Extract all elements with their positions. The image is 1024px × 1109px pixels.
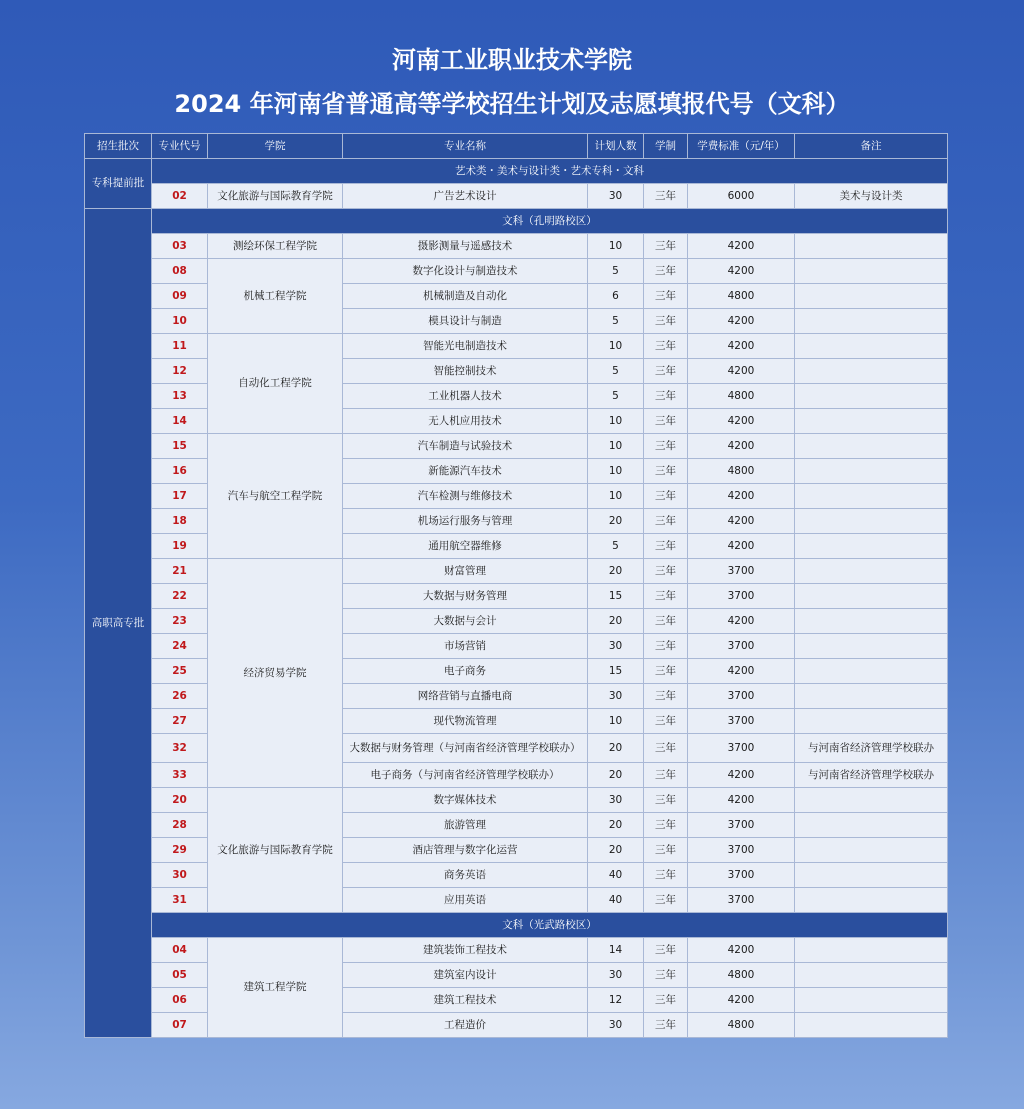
plan-count: 5 bbox=[588, 259, 644, 284]
tuition: 3700 bbox=[688, 734, 795, 763]
duration: 三年 bbox=[644, 409, 688, 434]
plan-count: 30 bbox=[588, 963, 644, 988]
plan-count: 5 bbox=[588, 534, 644, 559]
plan-count: 30 bbox=[588, 684, 644, 709]
plan-count: 10 bbox=[588, 234, 644, 259]
header-major: 专业名称 bbox=[343, 134, 588, 159]
duration: 三年 bbox=[644, 763, 688, 788]
major-code: 33 bbox=[152, 763, 208, 788]
duration: 三年 bbox=[644, 484, 688, 509]
note bbox=[795, 559, 948, 584]
batch-higher: 高职高专批 bbox=[85, 209, 152, 1038]
duration: 三年 bbox=[644, 988, 688, 1013]
major-code: 31 bbox=[152, 888, 208, 913]
tuition: 3700 bbox=[688, 888, 795, 913]
tuition: 4200 bbox=[688, 359, 795, 384]
college-name: 建筑工程学院 bbox=[208, 938, 343, 1038]
note bbox=[795, 863, 948, 888]
duration: 三年 bbox=[644, 309, 688, 334]
major-name: 数字化设计与制造技术 bbox=[343, 259, 588, 284]
tuition: 3700 bbox=[688, 863, 795, 888]
duration: 三年 bbox=[644, 459, 688, 484]
section-row-guangwu bbox=[85, 913, 948, 938]
tuition: 4800 bbox=[688, 1013, 795, 1038]
duration: 三年 bbox=[644, 709, 688, 734]
major-code: 19 bbox=[152, 534, 208, 559]
major-name: 商务英语 bbox=[343, 863, 588, 888]
duration: 三年 bbox=[644, 963, 688, 988]
major-code: 28 bbox=[152, 813, 208, 838]
college-name: 经济贸易学院 bbox=[208, 559, 343, 788]
major-code: 29 bbox=[152, 838, 208, 863]
major-code: 24 bbox=[152, 634, 208, 659]
major-code: 09 bbox=[152, 284, 208, 309]
duration: 三年 bbox=[644, 359, 688, 384]
major-name: 现代物流管理 bbox=[343, 709, 588, 734]
note bbox=[795, 259, 948, 284]
major-name: 工业机器人技术 bbox=[343, 384, 588, 409]
college-name: 汽车与航空工程学院 bbox=[208, 434, 343, 559]
duration: 三年 bbox=[644, 938, 688, 963]
duration: 三年 bbox=[644, 863, 688, 888]
major-code: 30 bbox=[152, 863, 208, 888]
major-name: 汽车制造与试验技术 bbox=[343, 434, 588, 459]
major-name: 电子商务（与河南省经济管理学校联办） bbox=[343, 763, 588, 788]
major-code: 21 bbox=[152, 559, 208, 584]
major-name: 大数据与财务管理 bbox=[343, 584, 588, 609]
duration: 三年 bbox=[644, 534, 688, 559]
note bbox=[795, 838, 948, 863]
table-row bbox=[85, 334, 948, 359]
enrollment-table bbox=[84, 133, 948, 1038]
note bbox=[795, 813, 948, 838]
duration: 三年 bbox=[644, 888, 688, 913]
tuition: 4200 bbox=[688, 763, 795, 788]
plan-count: 5 bbox=[588, 359, 644, 384]
tuition: 4200 bbox=[688, 434, 795, 459]
major-code: 17 bbox=[152, 484, 208, 509]
note bbox=[795, 963, 948, 988]
tuition: 4200 bbox=[688, 609, 795, 634]
note bbox=[795, 459, 948, 484]
page-title: 河南工业职业技术学院 bbox=[392, 46, 632, 74]
plan-count: 10 bbox=[588, 459, 644, 484]
note bbox=[795, 434, 948, 459]
section-title: 艺术类・美术与设计类・艺术专科・文科 bbox=[152, 159, 948, 184]
plan-count: 40 bbox=[588, 888, 644, 913]
table-header-row bbox=[85, 134, 948, 159]
section-row-kongming bbox=[85, 209, 948, 234]
duration: 三年 bbox=[644, 1013, 688, 1038]
duration: 三年 bbox=[644, 284, 688, 309]
tuition: 3700 bbox=[688, 559, 795, 584]
plan-count: 20 bbox=[588, 509, 644, 534]
plan-count: 5 bbox=[588, 309, 644, 334]
plan-count: 10 bbox=[588, 409, 644, 434]
tuition: 4200 bbox=[688, 788, 795, 813]
major-code: 04 bbox=[152, 938, 208, 963]
header-college: 学院 bbox=[208, 134, 343, 159]
major-code: 32 bbox=[152, 734, 208, 763]
major-name: 机械制造及自动化 bbox=[343, 284, 588, 309]
plan-count: 30 bbox=[588, 788, 644, 813]
plan-count: 40 bbox=[588, 863, 644, 888]
note bbox=[795, 409, 948, 434]
note bbox=[795, 634, 948, 659]
plan-count: 10 bbox=[588, 434, 644, 459]
duration: 三年 bbox=[644, 559, 688, 584]
note bbox=[795, 938, 948, 963]
header-plan: 计划人数 bbox=[588, 134, 644, 159]
plan-count: 30 bbox=[588, 1013, 644, 1038]
major-name: 智能控制技术 bbox=[343, 359, 588, 384]
tuition: 4200 bbox=[688, 484, 795, 509]
note bbox=[795, 384, 948, 409]
major-code: 16 bbox=[152, 459, 208, 484]
major-code: 25 bbox=[152, 659, 208, 684]
note bbox=[795, 709, 948, 734]
note bbox=[795, 609, 948, 634]
tuition: 3700 bbox=[688, 634, 795, 659]
college-name: 文化旅游与国际教育学院 bbox=[208, 788, 343, 913]
major-code: 02 bbox=[152, 184, 208, 209]
major-name: 酒店管理与数字化运营 bbox=[343, 838, 588, 863]
major-name: 数字媒体技术 bbox=[343, 788, 588, 813]
duration: 三年 bbox=[644, 684, 688, 709]
tuition: 4800 bbox=[688, 963, 795, 988]
major-code: 18 bbox=[152, 509, 208, 534]
college-name: 文化旅游与国际教育学院 bbox=[208, 184, 343, 209]
note bbox=[795, 888, 948, 913]
batch-early: 专科提前批 bbox=[85, 159, 152, 209]
plan-count: 5 bbox=[588, 384, 644, 409]
tuition: 4200 bbox=[688, 259, 795, 284]
plan-count: 20 bbox=[588, 838, 644, 863]
tuition: 4200 bbox=[688, 659, 795, 684]
tuition: 3700 bbox=[688, 684, 795, 709]
major-code: 27 bbox=[152, 709, 208, 734]
tuition: 3700 bbox=[688, 709, 795, 734]
major-name: 大数据与会计 bbox=[343, 609, 588, 634]
major-name: 建筑工程技术 bbox=[343, 988, 588, 1013]
note bbox=[795, 234, 948, 259]
header-fee: 学费标准（元/年） bbox=[688, 134, 795, 159]
tuition: 3700 bbox=[688, 584, 795, 609]
tuition: 4200 bbox=[688, 534, 795, 559]
plan-count: 12 bbox=[588, 988, 644, 1013]
plan-count: 10 bbox=[588, 484, 644, 509]
major-code: 12 bbox=[152, 359, 208, 384]
major-name: 机场运行服务与管理 bbox=[343, 509, 588, 534]
major-name: 无人机应用技术 bbox=[343, 409, 588, 434]
plan-count: 15 bbox=[588, 584, 644, 609]
major-code: 08 bbox=[152, 259, 208, 284]
major-name: 电子商务 bbox=[343, 659, 588, 684]
tuition: 4200 bbox=[688, 938, 795, 963]
major-name: 智能光电制造技术 bbox=[343, 334, 588, 359]
duration: 三年 bbox=[644, 813, 688, 838]
major-code: 22 bbox=[152, 584, 208, 609]
major-name: 财富管理 bbox=[343, 559, 588, 584]
note bbox=[795, 584, 948, 609]
duration: 三年 bbox=[644, 634, 688, 659]
plan-count: 10 bbox=[588, 709, 644, 734]
note: 与河南省经济管理学校联办 bbox=[795, 763, 948, 788]
duration: 三年 bbox=[644, 734, 688, 763]
tuition: 4200 bbox=[688, 988, 795, 1013]
note bbox=[795, 334, 948, 359]
tuition: 4200 bbox=[688, 309, 795, 334]
major-code: 15 bbox=[152, 434, 208, 459]
note bbox=[795, 1013, 948, 1038]
duration: 三年 bbox=[644, 609, 688, 634]
major-name: 应用英语 bbox=[343, 888, 588, 913]
major-code: 20 bbox=[152, 788, 208, 813]
duration: 三年 bbox=[644, 184, 688, 209]
major-name: 大数据与财务管理（与河南省经济管理学校联办） bbox=[343, 734, 588, 763]
page-subtitle: 2024 年河南省普通高等学校招生计划及志愿填报代号（文科） bbox=[174, 90, 850, 118]
major-code: 06 bbox=[152, 988, 208, 1013]
major-name: 工程造价 bbox=[343, 1013, 588, 1038]
note bbox=[795, 788, 948, 813]
header-note: 备注 bbox=[795, 134, 948, 159]
duration: 三年 bbox=[644, 838, 688, 863]
header-batch: 招生批次 bbox=[85, 134, 152, 159]
table-row bbox=[85, 434, 948, 459]
note bbox=[795, 309, 948, 334]
major-name: 通用航空器维修 bbox=[343, 534, 588, 559]
major-name: 汽车检测与维修技术 bbox=[343, 484, 588, 509]
section-row-art bbox=[85, 159, 948, 184]
tuition: 3700 bbox=[688, 813, 795, 838]
major-code: 11 bbox=[152, 334, 208, 359]
major-code: 26 bbox=[152, 684, 208, 709]
table-row bbox=[85, 788, 948, 813]
plan-count: 10 bbox=[588, 334, 644, 359]
major-code: 13 bbox=[152, 384, 208, 409]
duration: 三年 bbox=[644, 259, 688, 284]
major-name: 模具设计与制造 bbox=[343, 309, 588, 334]
major-name: 摄影测量与遥感技术 bbox=[343, 234, 588, 259]
plan-count: 20 bbox=[588, 609, 644, 634]
major-code: 23 bbox=[152, 609, 208, 634]
plan-count: 20 bbox=[588, 559, 644, 584]
major-code: 05 bbox=[152, 963, 208, 988]
major-code: 14 bbox=[152, 409, 208, 434]
tuition: 3700 bbox=[688, 838, 795, 863]
note bbox=[795, 509, 948, 534]
note bbox=[795, 534, 948, 559]
note bbox=[795, 484, 948, 509]
college-name: 机械工程学院 bbox=[208, 259, 343, 334]
table-row bbox=[85, 938, 948, 963]
note bbox=[795, 359, 948, 384]
duration: 三年 bbox=[644, 584, 688, 609]
major-name: 建筑室内设计 bbox=[343, 963, 588, 988]
note bbox=[795, 988, 948, 1013]
major-name: 市场营销 bbox=[343, 634, 588, 659]
duration: 三年 bbox=[644, 659, 688, 684]
header-code: 专业代号 bbox=[152, 134, 208, 159]
note bbox=[795, 684, 948, 709]
plan-count: 20 bbox=[588, 763, 644, 788]
duration: 三年 bbox=[644, 788, 688, 813]
duration: 三年 bbox=[644, 234, 688, 259]
major-code: 10 bbox=[152, 309, 208, 334]
plan-count: 20 bbox=[588, 813, 644, 838]
plan-count: 14 bbox=[588, 938, 644, 963]
major-name: 新能源汽车技术 bbox=[343, 459, 588, 484]
plan-count: 20 bbox=[588, 734, 644, 763]
major-name: 广告艺术设计 bbox=[343, 184, 588, 209]
header-years: 学制 bbox=[644, 134, 688, 159]
duration: 三年 bbox=[644, 434, 688, 459]
note bbox=[795, 659, 948, 684]
duration: 三年 bbox=[644, 509, 688, 534]
note bbox=[795, 284, 948, 309]
duration: 三年 bbox=[644, 334, 688, 359]
plan-count: 30 bbox=[588, 634, 644, 659]
major-code: 07 bbox=[152, 1013, 208, 1038]
tuition: 4200 bbox=[688, 334, 795, 359]
table-row bbox=[85, 234, 948, 259]
plan-count: 6 bbox=[588, 284, 644, 309]
table-row bbox=[85, 259, 948, 284]
tuition: 4800 bbox=[688, 459, 795, 484]
tuition: 4200 bbox=[688, 409, 795, 434]
plan-count: 30 bbox=[588, 184, 644, 209]
duration: 三年 bbox=[644, 384, 688, 409]
tuition: 4800 bbox=[688, 384, 795, 409]
section-title: 文科（孔明路校区） bbox=[152, 209, 948, 234]
major-name: 建筑装饰工程技术 bbox=[343, 938, 588, 963]
table-row bbox=[85, 184, 948, 209]
section-title: 文科（光武路校区） bbox=[152, 913, 948, 938]
plan-count: 15 bbox=[588, 659, 644, 684]
college-name: 自动化工程学院 bbox=[208, 334, 343, 434]
note: 美术与设计类 bbox=[795, 184, 948, 209]
table-row bbox=[85, 559, 948, 584]
tuition: 4200 bbox=[688, 234, 795, 259]
major-code: 03 bbox=[152, 234, 208, 259]
major-name: 网络营销与直播电商 bbox=[343, 684, 588, 709]
tuition: 4200 bbox=[688, 509, 795, 534]
college-name: 测绘环保工程学院 bbox=[208, 234, 343, 259]
tuition: 6000 bbox=[688, 184, 795, 209]
tuition: 4800 bbox=[688, 284, 795, 309]
note: 与河南省经济管理学校联办 bbox=[795, 734, 948, 763]
major-name: 旅游管理 bbox=[343, 813, 588, 838]
